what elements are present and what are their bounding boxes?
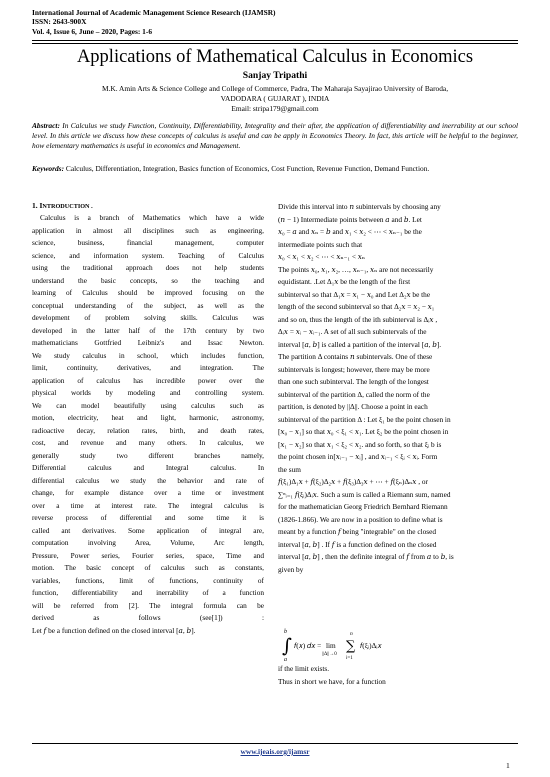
- header-rule: [32, 40, 518, 41]
- summand: 𝑓(ξᵢ)Δᵢ𝑥: [360, 641, 382, 650]
- keywords: [32, 164, 518, 174]
- right-column-top: [278, 201, 518, 576]
- abstract-text: In Calculus we study Function, Continuity, Differentiability, Integrality and their after, the application of differentiability and inerrability at our school level. In this article we discuss how these concepts of calculus is useful and can be apply in Economics Theory. In fact, this article will be helpful to the beginner, how elementary mathematics is useful in economics and Management.: [32, 121, 518, 151]
- text-line: physical worlds by modeling and controlling system.: [32, 388, 264, 397]
- text-line: 𝑥₀ < 𝑥₁ < 𝑥₂ < ⋯ < 𝑥ₙ₋₁ < 𝑥ₙ: [278, 252, 366, 261]
- text-line: The partition Δ contains 𝑛 subintervals. One of these: [278, 352, 433, 361]
- text-line: Pressure, Power series, Fourier series, space, Time and: [32, 550, 264, 560]
- text-line: science, and information system. Teaching of Calculus: [32, 250, 264, 260]
- limit-label: lim: [326, 641, 336, 650]
- text-line: variables, functions, limit of functions, continuity of: [32, 575, 264, 585]
- paper-author: Sanjay Tripathi: [242, 70, 308, 81]
- page-number: 1: [506, 761, 510, 770]
- text-line: [𝑥₀ − 𝑥₁] so that 𝑥₀ < ξ₁ < 𝑥₁. Let ξ₂ be the point chosen in: [278, 427, 449, 436]
- text-line: subinterval of the partition Δ : Let ξ₁ be the point chosen in: [278, 414, 451, 424]
- text-line: Calculus is a branch of Mathematics which have a wide: [40, 213, 264, 222]
- text-line: The points 𝑥₀, 𝑥₁, 𝑥₂, …, 𝑥ₙ₋₁, 𝑥ₙ are not necessarily: [278, 264, 434, 274]
- author-affiliation: [40, 84, 510, 115]
- text-line: application in almost all disciplines such as engineering,: [32, 225, 264, 235]
- section-heading-first-letter: I: [39, 201, 43, 210]
- text-line: than one such subinterval. The length of the longest: [278, 377, 429, 386]
- abstract: [32, 121, 518, 152]
- text-line: given by: [278, 564, 304, 574]
- sum-upper: n: [350, 631, 353, 637]
- text-line: ∑ⁿᵢ₌₁ 𝑓(ξᵢ)Δᵢ𝑥. Such a sum is called a Riemann sum, named: [278, 489, 451, 499]
- text-line: We study calculus in school, which includes function,: [32, 350, 264, 360]
- text-line: subinterval of the partition Δ, called the norm of the: [278, 389, 430, 399]
- text-line: interval [𝑎, 𝑏] is called a partition of the interval [𝑎, 𝑏].: [278, 339, 442, 349]
- integral-upper-limit: b: [284, 629, 287, 635]
- text-line: 𝑓(ξ₁)Δ₁𝑥 + 𝑓(ξ₂)Δ₂𝑥 + 𝑓(ξ₃)Δ₃𝑥 + ⋯ + 𝑓(ξₙ)Δₙ𝑥 , or: [278, 477, 428, 486]
- text-line: [𝑥₁ − 𝑥₂] so that 𝑥₁ < ξ₂ < 𝑥₂. and so forth, so that ξᵢ b is: [278, 439, 442, 449]
- text-line: interval [𝑎, 𝑏] . If 𝑓 is a function defined on the closed: [278, 539, 437, 549]
- sum-sign: ∑: [346, 639, 356, 654]
- keywords-text: Calculus, Differentiation, Integration, Basics function of Economics, Cost Function, Revenue Function, Demand Function.: [65, 164, 430, 173]
- text-line: Divide this interval into 𝑛 subintervals by choosing any: [278, 202, 441, 211]
- author-email: Email: stripa179@gmail.com: [231, 104, 319, 114]
- text-line: the point chosen in[𝑥ᵢ₋₁ − 𝑥ᵢ] , and 𝑥ᵢ₋₁ < ξᵢ < 𝑥ᵢ. Form: [278, 452, 438, 461]
- text-line: length of the second subinterval so that Δ₂𝑥 = 𝑥₂ − 𝑥₁: [278, 302, 435, 311]
- text-line: radioactive decay, relation rates, birth, and death rates,: [32, 425, 264, 435]
- integral-formula: [282, 628, 392, 662]
- left-column: [32, 212, 264, 637]
- text-line: computation involving Area, Volume, Arc length,: [32, 538, 264, 547]
- sum-lower: i=1: [346, 656, 353, 661]
- text-line: mathematicians Gottfried Leibniz's and Issac Newton.: [32, 338, 264, 347]
- text-line: meant by a function 𝑓 being "integrable" on the closed: [278, 527, 436, 536]
- text-line: understand the basic concepts, so the teaching and: [32, 275, 264, 285]
- text-line: subintervals is longest; however, there may be more: [278, 364, 430, 374]
- text-line: motion. The basic concept of calculus such as constants,: [32, 563, 264, 572]
- text-line: generally study two different branches namely,: [32, 450, 264, 460]
- section-heading-introduction: [32, 201, 93, 210]
- text-line: differential calculus we study the behavior and rate of: [32, 475, 264, 485]
- text-line: cost, and revenue and many others. In calculus, we: [32, 438, 264, 447]
- text-line: learning of Calculus should be improved focusing on the: [32, 288, 264, 297]
- text-line: over a time at interest rate. The integral calculus is: [32, 500, 264, 510]
- text-line: (𝑛 − 1) Intermediate points between 𝑎 and 𝑏. Let: [278, 214, 422, 224]
- text-line: partition, is denoted by ||Δ||. Choose a point in each: [278, 402, 428, 411]
- text-line: application of calculus has incredible power over the: [32, 375, 264, 385]
- text-line: Thus in short we have, for a function: [278, 676, 386, 686]
- text-line: derived as follows (see[1]) :: [32, 613, 264, 622]
- journal-link[interactable]: www.ijeais.org/ijamsr: [240, 747, 310, 756]
- text-line: reverse process of differential and some time it is: [32, 513, 264, 522]
- text-line: using the traditional approach does not help students: [32, 263, 264, 272]
- text-line: for the mathematician Georg Friedrich Bernhard Riemann: [278, 502, 448, 511]
- journal-name: International Journal of Academic Management Science Research (IJAMSR): [32, 8, 276, 17]
- text-line: change, for example distance over a time or investment: [32, 488, 264, 497]
- header-rule-thin: [32, 43, 518, 44]
- text-line: 𝑥₀ = 𝑎 and 𝑥ₙ = 𝑏 and 𝑥₁ < 𝑥₂ < ⋯ < 𝑥ₙ₋₁ be the: [278, 227, 422, 236]
- integral-sign: ∫: [282, 635, 292, 657]
- affiliation-line: VADODARA ( GUJARAT ), INDIA: [220, 94, 330, 104]
- integral-lower-limit: a: [284, 657, 287, 662]
- text-line: Differential calculus and Integral calculus. In: [32, 463, 264, 472]
- text-line: development of problem solving skills. Calculus was: [32, 313, 264, 322]
- text-line: Δᵢ𝑥 = 𝑥ᵢ − 𝑥ᵢ₋₁. A set of all such subintervals of the: [278, 327, 427, 336]
- text-line: the sum: [278, 464, 301, 474]
- text-line: and so on, thus the length of the ith subinterval is Δᵢ𝑥 ,: [278, 314, 438, 324]
- journal-volume: Vol. 4, Issue 6, June – 2020, Pages: 1-6: [32, 26, 153, 36]
- text-line: developed in the latter half of the 17th century by two: [32, 325, 264, 335]
- text-line: science, business, financial management, computer: [32, 238, 264, 247]
- text-line: motion, electricity, heat and light, harmonic, astronomy,: [32, 413, 264, 422]
- text-line: (1826-1.866). We are now in a position to define what is: [278, 514, 443, 524]
- text-line: interval [𝑎, 𝑏] , then the definite integral of 𝑓 from 𝑎 to 𝑏, is: [278, 552, 454, 561]
- text-line: if the limit exists.: [278, 664, 330, 673]
- text-line: will be referred from [2]. The integral formula can be: [32, 600, 264, 610]
- abstract-label: Abstract:: [32, 121, 60, 130]
- text-line: function, differentiability and inerrability of a function: [32, 588, 264, 597]
- footer-rule: [32, 743, 518, 744]
- text-line: conceptual understanding of the subject, as well as the: [32, 300, 264, 310]
- affiliation-line: M.K. Amin Arts & Science College and College of Commerce, Padra, The Maharaja Sayajirao University of Baroda,: [101, 84, 449, 93]
- limit-subscript: ||Δ||→0: [322, 652, 337, 657]
- text-line: called ant derivatives. Some application of integral are,: [32, 525, 264, 535]
- text-line: Let 𝑓 be a function defined on the closed interval [𝑎, 𝑏].: [32, 625, 196, 635]
- journal-issn: ISSN: 2643-900X: [32, 17, 87, 27]
- integral-integrand: 𝑓(𝑥) 𝑑𝑥 =: [294, 641, 322, 650]
- text-line: equidistant. .Let Δ₁𝑥 be the length of the first: [278, 277, 411, 286]
- paper-title: Applications of Mathematical Calculus in Economics: [76, 47, 474, 67]
- keywords-label: Keywords:: [32, 164, 65, 173]
- text-line: subinterval so that Δ₁𝑥 = 𝑥₁ − 𝑥₀ and Let Δ₂𝑥 be the: [278, 289, 431, 299]
- right-column-bottom: [278, 663, 518, 688]
- text-line: We can model beautifully using calculus such as: [32, 400, 264, 410]
- journal-header: [32, 8, 276, 36]
- text-line: limit, continuity, derivatives, and integration. The: [32, 363, 264, 372]
- section-heading-rest: NTRODUCTION .: [42, 203, 93, 210]
- section-number: 1.: [32, 201, 38, 210]
- text-line: intermediate points such that: [278, 239, 363, 249]
